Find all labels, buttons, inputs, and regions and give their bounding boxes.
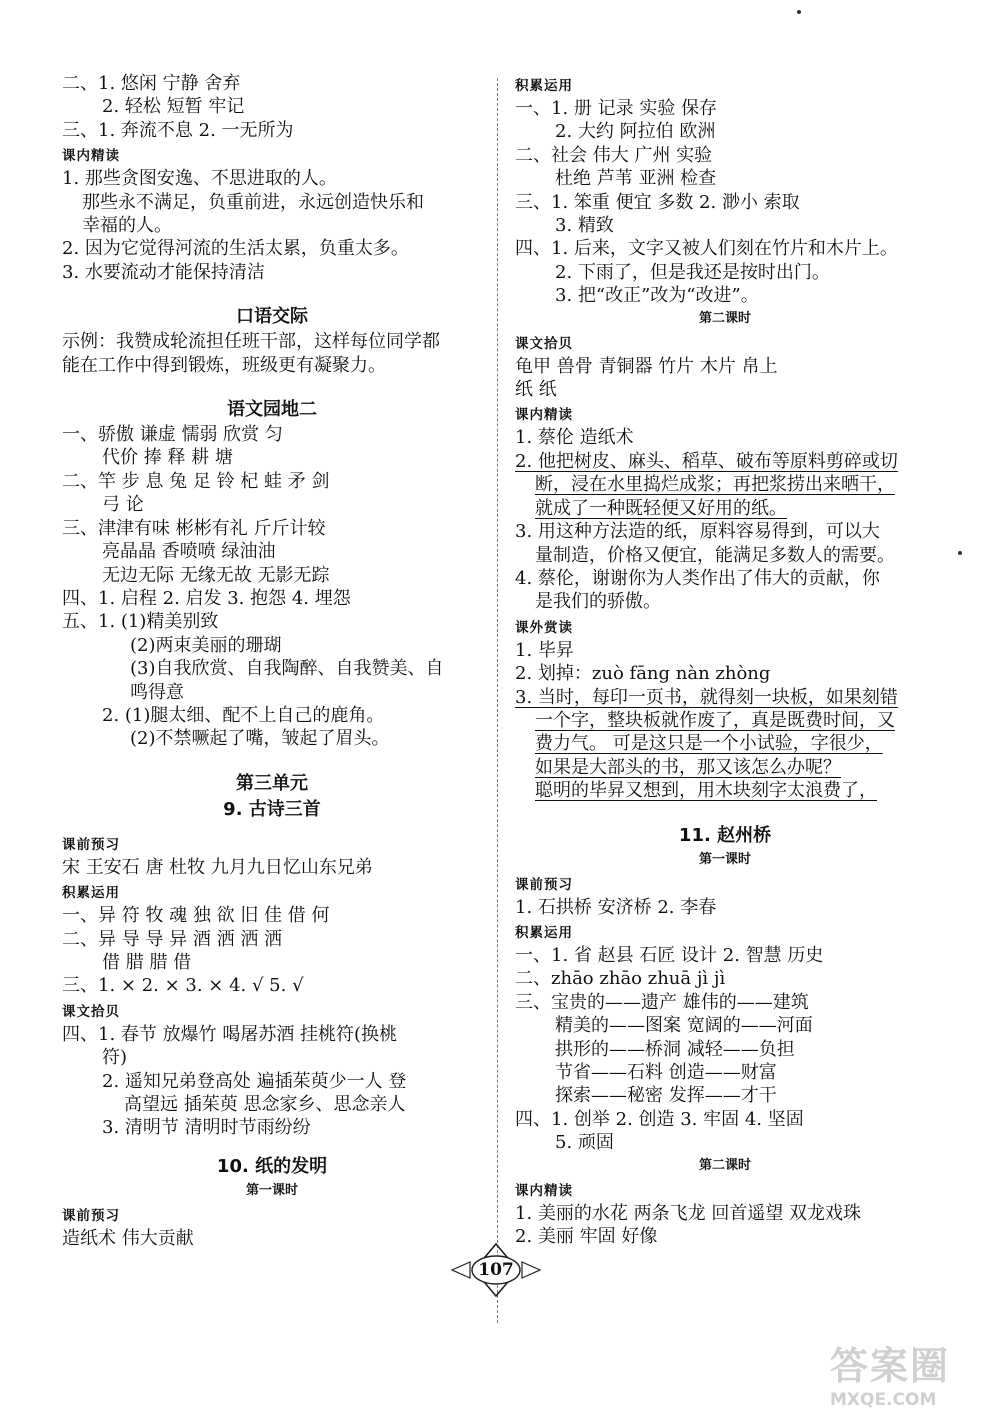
answer-line: 3. 用这种方法造的纸，原料容易得到，可以大: [515, 521, 880, 543]
answer-line: 2. 大约 阿拉伯 欧洲: [555, 121, 716, 143]
section-label: 课文拾贝: [515, 335, 573, 352]
answer-line: 3. 把“改正”改为“改进”。: [555, 285, 759, 307]
section-label: 课前预习: [62, 1207, 120, 1224]
section-label: 积累运用: [62, 885, 120, 902]
answer-line: 三、1. 笨重 便宜 多数 2. 渺小 索取: [515, 191, 800, 213]
left-column: [62, 72, 482, 1250]
section-title: 语文园地二: [227, 399, 317, 421]
answer-line: 2. (1)腿太细、配不上自己的鹿角。: [102, 704, 385, 726]
section-title: 11. 赵州桥: [678, 824, 772, 846]
page-number-text: 107: [478, 1260, 514, 1280]
answer-line: 3. 精致: [555, 215, 614, 237]
answer-line: 能在工作中得到锻炼，班级更有凝聚力。: [62, 354, 386, 376]
answer-line: 拱形的——桥洞 减轻——负担: [555, 1038, 795, 1060]
answer-line: 1. 毕昇: [515, 639, 574, 661]
spacer: [62, 1140, 482, 1154]
answer-line: 4. 蔡伦，谢谢你为人类作出了伟大的贡献，你: [515, 567, 880, 589]
watermark-url-text: MXQE.COM: [830, 1390, 937, 1410]
answer-line: 量制造，价格又便宜，能满足多数人的需要。: [535, 544, 895, 566]
answer-line: 2. 因为它觉得河流的生活太累，负重太多。: [62, 238, 409, 260]
answer-line: 三、1. × 2. × 3. × 4. √ 5. √: [62, 975, 304, 997]
watermark: [830, 1335, 990, 1410]
subsection-title: 第二课时: [698, 310, 751, 326]
answer-line: 无边无际 无缘无故 无影无踪: [102, 564, 330, 586]
answer-line: 一个字，整块板就作废了，真是既费时间，又: [535, 709, 895, 731]
section-label: 课外赏读: [515, 619, 573, 636]
answer-line: 聪明的毕昇又想到，用木块刻字太浪费了，: [535, 780, 877, 802]
right-column: [515, 72, 935, 1248]
answer-line: 示例：我赞成轮流担任班干部，这样每位同学都: [62, 331, 440, 353]
section-label: 积累运用: [515, 924, 573, 941]
answer-line: 幸福的人。: [82, 215, 172, 237]
answer-line: 杜绝 芦苇 亚洲 检查: [555, 168, 717, 190]
section-title: 口语交际: [236, 306, 308, 328]
watermark-logo-text: 答案圈: [830, 1344, 951, 1388]
answer-line: 精美的——图案 宽阔的——河面: [555, 1015, 813, 1037]
section-label: 课内精读: [515, 1182, 573, 1199]
answer-line: 高望远 插茱萸 思念家乡、思念亲人: [124, 1094, 406, 1115]
column-divider: [497, 78, 498, 1323]
answer-line: 三、宝贵的——遗产 雄伟的——建筑: [515, 991, 809, 1013]
answer-line: 是我们的骄傲。: [535, 591, 661, 613]
answer-line: 四、1. 创举 2. 创造 3. 牢固 4. 坚固: [515, 1108, 804, 1130]
answer-line: 如果是大部头的书，那又该怎么办呢？: [535, 756, 841, 778]
answer-line: 鸣得意: [130, 681, 184, 703]
answer-line: 四、1. 后来，文字又被人们刻在竹片和木片上。: [515, 238, 898, 260]
section-title: 9. 古诗三首: [223, 798, 321, 820]
answer-line: 龟甲 兽骨 青铜器 竹片 木片 帛上: [515, 355, 778, 377]
answer-line: 符): [102, 1047, 128, 1069]
answer-line: 2. 轻松 短暂 牢记: [102, 96, 245, 118]
answer-line: 3. 当时，每印一页书，就得刻一块板，如果刻错: [515, 686, 898, 708]
answer-line: 2. 下雨了，但是我还是按时出门。: [555, 261, 830, 283]
section-label: 积累运用: [515, 78, 573, 94]
answer-line: 三、津津有味 彬彬有礼 斤斤计较: [62, 517, 326, 539]
answer-line: 二、社会 伟大 广州 实验: [515, 144, 713, 166]
answer-line: 1. 那些贪图安逸、不思进取的人。: [62, 168, 337, 190]
answer-line: 五、1. (1)精美别致: [62, 611, 219, 633]
section-label: 课前预习: [515, 876, 573, 893]
answer-line: 弓 论: [102, 494, 144, 516]
page-number: [446, 1240, 546, 1300]
answer-line: 2. 他把树皮、麻头、稻草、破布等原料剪碎或切: [515, 450, 898, 472]
answer-line: 探索——秘密 发挥——才干: [555, 1085, 777, 1107]
answer-line: 2. 遥知兄弟登高处 遍插茱萸少一人 登: [102, 1070, 407, 1092]
answer-line: 三、1. 奔流不息 2. 一无所为: [62, 119, 294, 141]
spacer: [62, 377, 482, 397]
answer-line: 断，浸在水里捣烂成浆；再把浆捞出来晒干，: [535, 474, 895, 496]
scan-speck: [797, 10, 801, 14]
spacer: [62, 284, 482, 304]
answer-line: (2)两束美丽的珊瑚: [130, 634, 282, 656]
answer-line: 造纸术 伟大贡献: [62, 1227, 194, 1249]
answer-line: 借 腊 腊 借: [102, 951, 192, 973]
answer-line: 就成了一种既轻便又好用的纸。: [535, 497, 787, 519]
answer-line: 宋 王安石 唐 杜牧 九月九日忆山东兄弟: [62, 856, 373, 878]
answer-line: 二、竿 步 息 兔 足 铃 杞 蛙 矛 剑: [62, 470, 330, 492]
answer-line: 一、1. 册 记录 实验 保存: [515, 98, 718, 119]
answer-line: 节省——石料 创造——财富: [555, 1062, 777, 1083]
answer-line: (2)不禁噘起了嘴，皱起了眉头。: [130, 728, 390, 750]
section-label: 课内精读: [515, 407, 573, 424]
answer-line: 二、1. 悠闲 宁静 舍弃: [62, 73, 241, 94]
subsection-title: 第二课时: [698, 1157, 751, 1173]
answer-line: 一、异 符 牧 魂 独 欲 旧 佳 借 何: [62, 905, 330, 927]
section-label: 课内精读: [62, 148, 120, 165]
answer-line: 二、zhāo zhāo zhuā jì jì: [515, 968, 726, 990]
answer-line: 3. 水要流动才能保持清洁: [62, 261, 265, 283]
answer-line: 四、1. 春节 放爆竹 喝屠苏酒 挂桃符(换桃: [62, 1023, 398, 1045]
answer-line: 2. 美丽 牢固 好像: [515, 1226, 658, 1248]
scan-speck: [958, 551, 962, 555]
answer-line: 费力气。 可是这只是一个小试验，字很少，: [535, 733, 883, 755]
spacer: [62, 751, 482, 771]
answer-line: 5. 顽固: [555, 1132, 614, 1154]
answer-line: 2. 划掉：zuò fāng nàn zhòng: [515, 663, 771, 685]
answer-line: 纸 纸: [515, 379, 557, 401]
subsection-title: 第一课时: [245, 1182, 298, 1198]
section-label: 课前预习: [62, 836, 120, 853]
section-title: 10. 纸的发明: [216, 1155, 328, 1177]
answer-line: 二、异 导 导 异 酒 洒 洒 洒: [62, 928, 283, 950]
spacer: [515, 803, 935, 823]
section-title: 第三单元: [236, 772, 308, 794]
answer-line: 代价 捧 释 耕 塘: [102, 447, 233, 469]
answer-line: (3)自我欣赏、自我陶醉、自我赞美、自: [130, 658, 444, 680]
subsection-title: 第一课时: [698, 851, 751, 867]
answer-line: 1. 石拱桥 安济桥 2. 李春: [515, 896, 717, 918]
answer-line: 那些永不满足，负重前进，永远创造快乐和: [82, 191, 424, 213]
answer-line: 3. 清明节 清明时节雨纷纷: [102, 1117, 311, 1139]
section-label: 课文拾贝: [62, 1003, 120, 1020]
answer-line: 亮晶晶 香喷喷 绿油油: [102, 541, 276, 563]
answer-line: 1. 美丽的水花 两条飞龙 回首遥望 双龙戏珠: [515, 1202, 862, 1224]
answer-line: 四、1. 启程 2. 启发 3. 抱怨 4. 埋怨: [62, 587, 351, 609]
answer-line: 一、1. 省 赵县 石匠 设计 2. 智慧 历史: [515, 944, 824, 966]
spacer: [62, 823, 482, 831]
answer-line: 1. 蔡伦 造纸术: [515, 427, 634, 449]
answer-line: 一、骄傲 谦虚 懦弱 欣赏 匀: [62, 424, 283, 446]
